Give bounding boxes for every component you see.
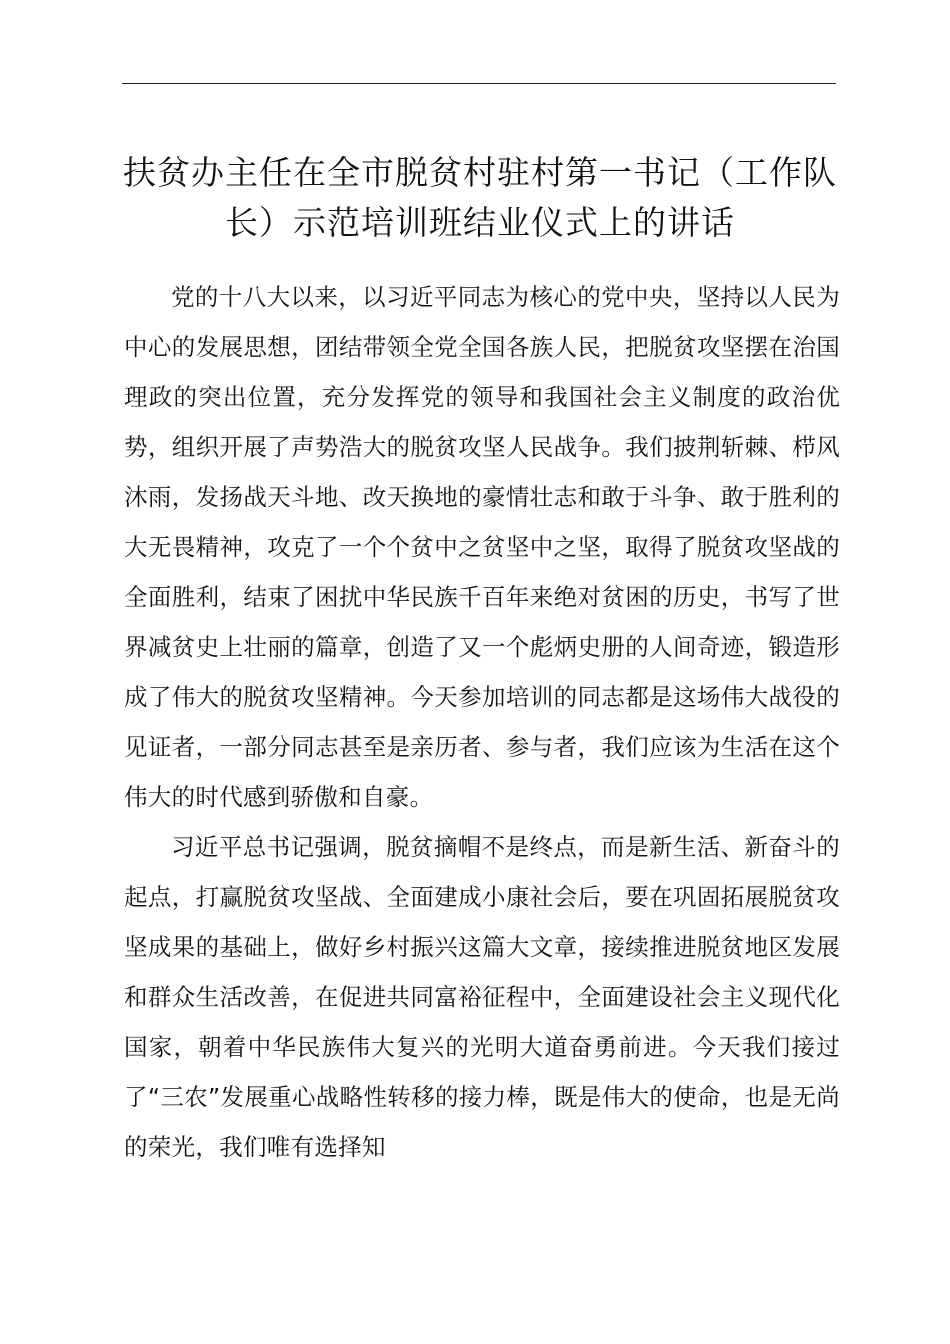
document-body [124,272,840,1172]
paragraph-1: 党的十八大以来，以习近平同志为核心的党中央，坚持以人民为中心的发展思想，团结带领全党全国各族人民，把脱贫攻坚摆在治国理政的突出位置，充分发挥党的领导和我国社会主义制度的政治优势，组织开展了声势浩大的脱贫攻坚人民战争。我们披荆斩棘、栉风沐雨，发扬战天斗地、改天换地的豪情壮志和敢于斗争、敢于胜利的大无畏精神，攻克了一个个贫中之贫坚中之坚，取得了脱贫攻坚战的全面胜利，结束了困扰中华民族千百年来绝对贫困的历史，书写了世界减贫史上壮丽的篇章，创造了又一个彪炳史册的人间奇迹，锻造形成了伟大的脱贫攻坚精神。今天参加培训的同志都是这场伟大战役的见证者，一部分同志甚至是亲历者、参与者，我们应该为生活在这个伟大的时代感到骄傲和自豪。 [124,283,840,811]
document-title: 扶贫办主任在全市脱贫村驻村第一书记（工作队长）示范培训班结业仪式上的讲话 [123,153,837,242]
paragraph-2: 习近平总书记强调，脱贫摘帽不是终点，而是新生活、新奋斗的起点，打赢脱贫攻坚战、全面建成小康社会后，要在巩固拓展脱贫攻坚成果的基础上，做好乡村振兴这篇大文章，接续推进脱贫地区发展和群众生活改善，在促进共同富裕征程中，全面建设社会主义现代化国家，朝着中华民族伟大复兴的光明大道奋勇前进。今天我们接过了“三农”发展重心战略性转移的接力棒，既是伟大的使命，也是无尚的荣光，我们唯有选择知 [124,833,840,1161]
header-rule [122,83,836,84]
